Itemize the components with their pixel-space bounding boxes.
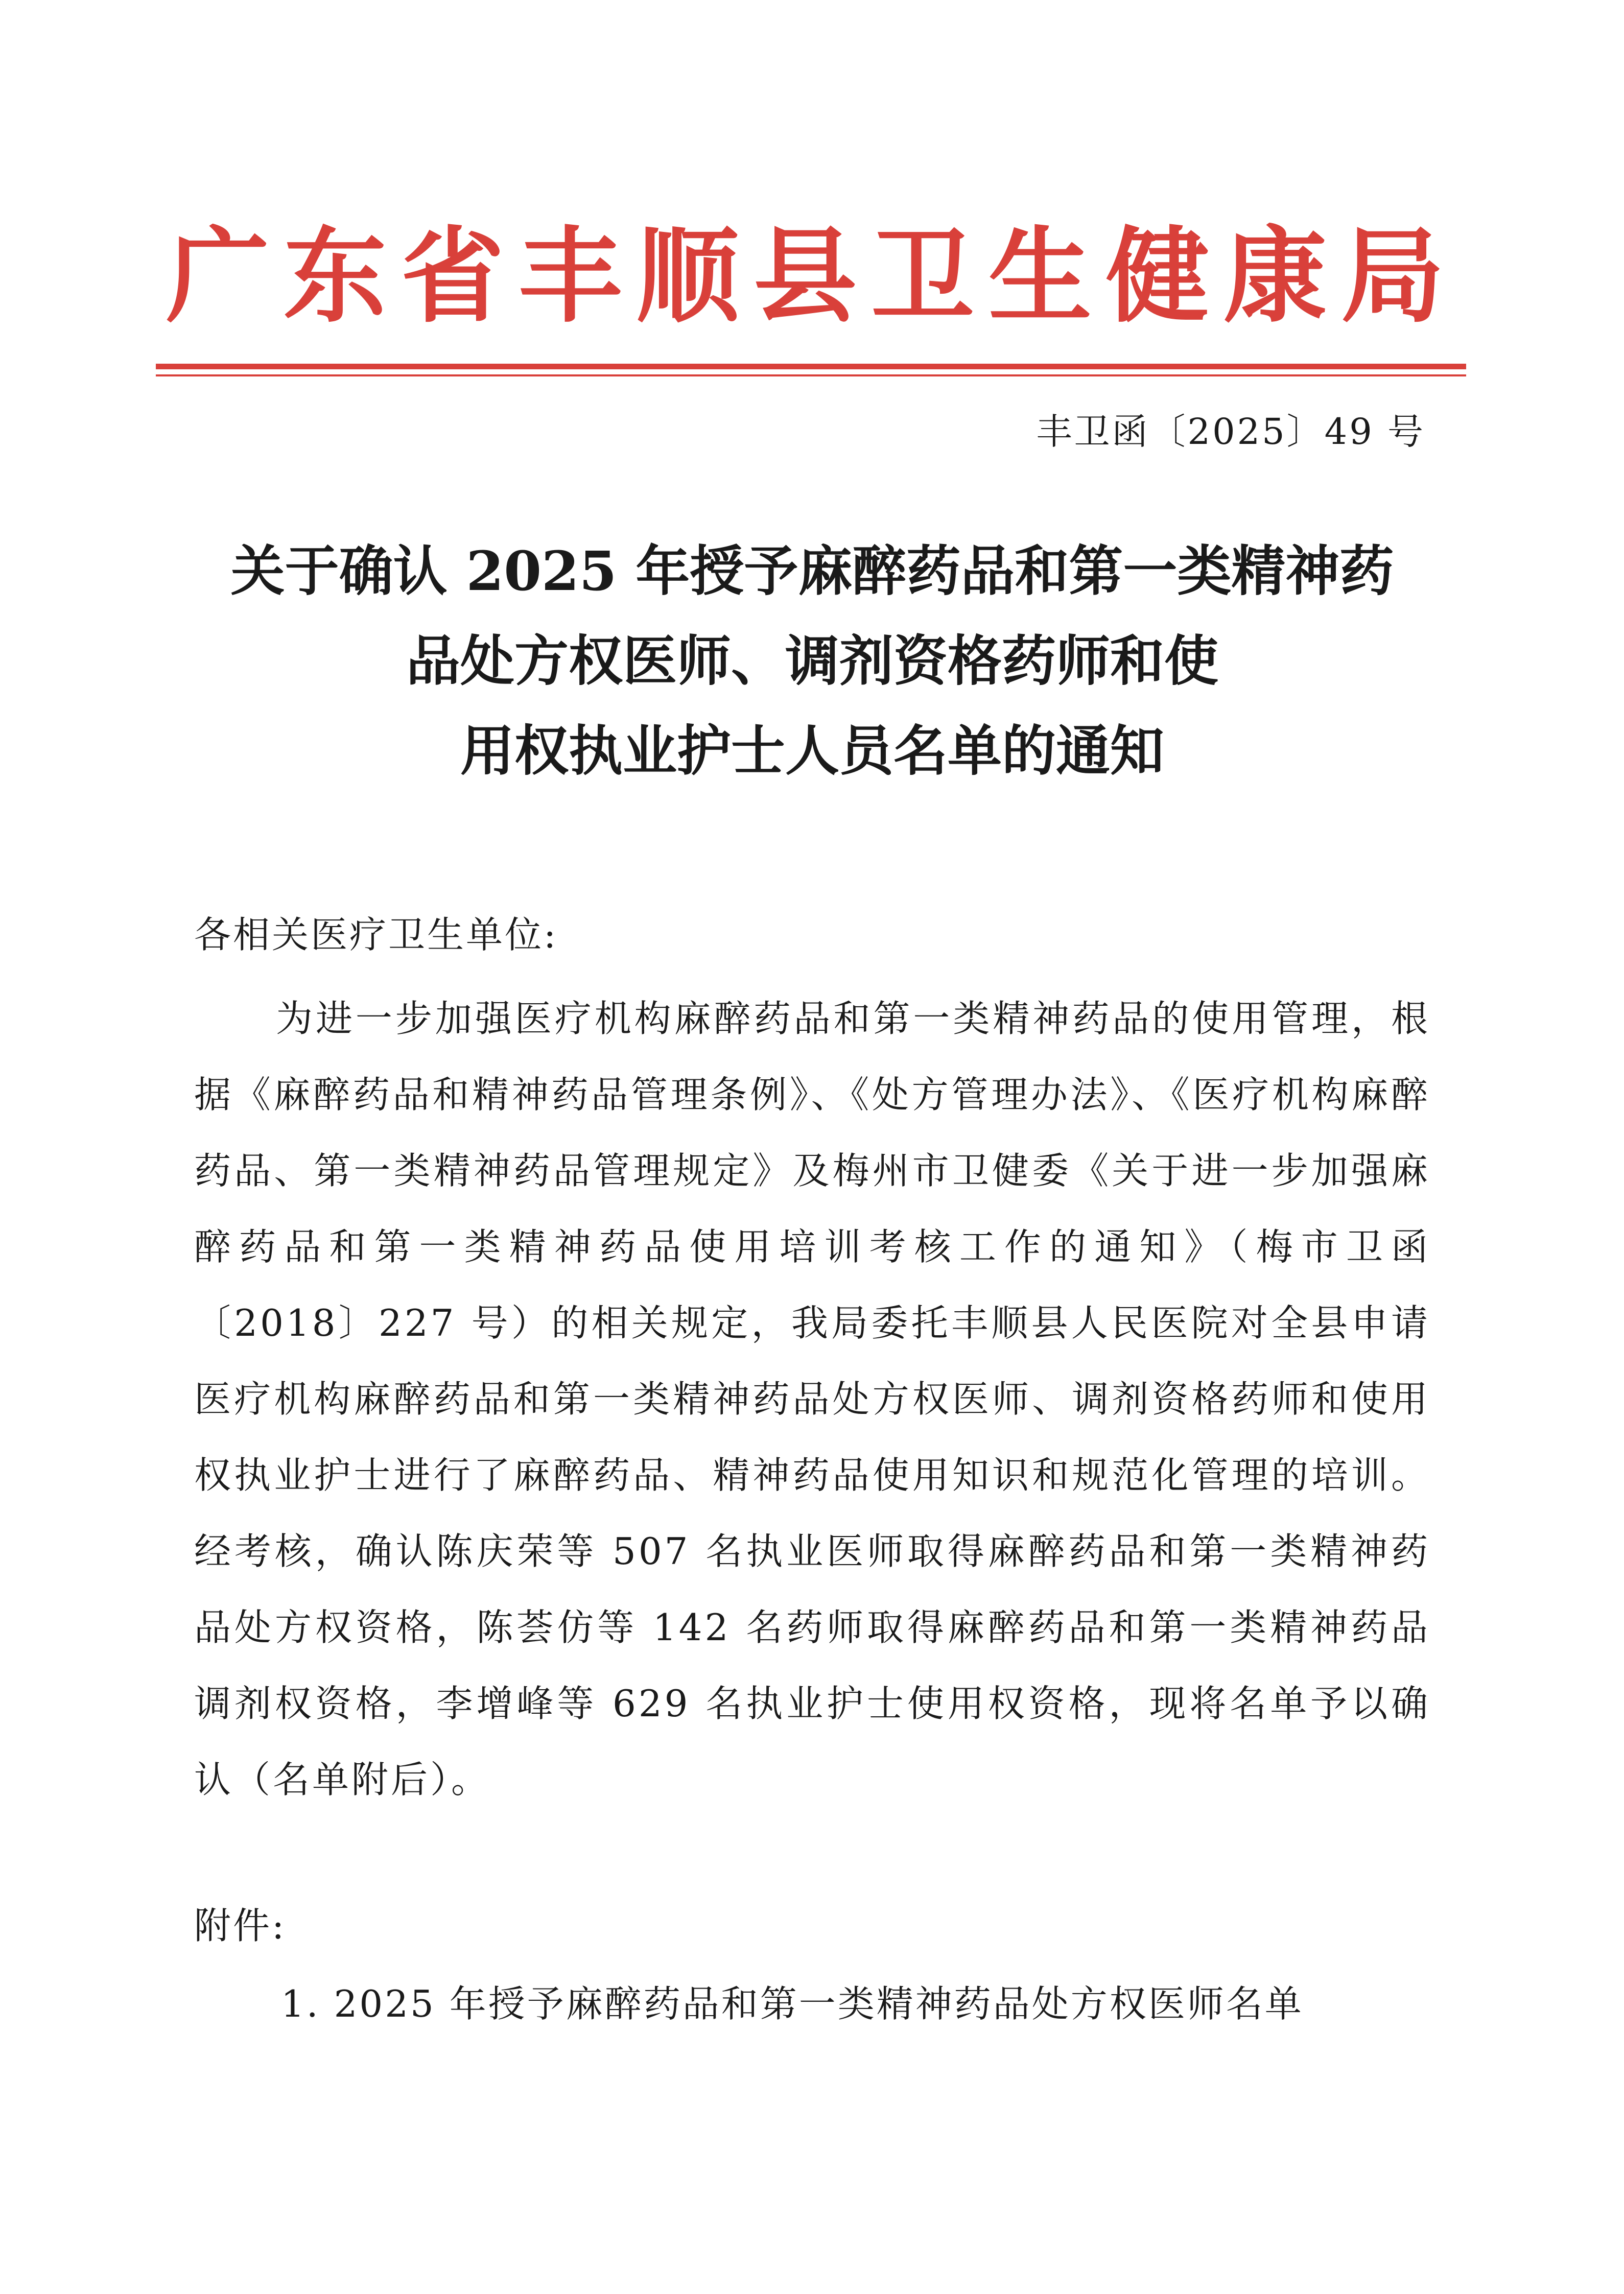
- title-line-2: 品处方权医师、调剂资格药师和使: [406, 629, 1218, 693]
- salutation: 各相关医疗卫生单位:: [194, 913, 558, 956]
- letterhead-thick-rule: [156, 364, 1466, 369]
- body-paragraph: 为进一步加强医疗机构麻醉药品和第一类精神药品的使用管理，根据《麻醉药品和精神药品管理条例》、《处方管理办法》、《医疗机构麻醉药品、第一类精神药品管理规定》及梅州市卫健委《关于进一步加强麻醉药品和第一类精神药品使用培训考核工作的通知》（梅市卫函〔2018〕227 号）的相关规定，我局委托丰顺县人民医院对全县申请医疗机构麻醉药品和第一类精神药品处方权医师、调剂资格药师和使用权执业护士进行了麻醉药品、精神药品使用知识和规范化管理的培训。经考核，确认陈庆荣等 507 名执业医师取得麻醉药品和第一类精神药品处方权资格，陈荟仿等 142 名药师取得麻醉药品和第一类精神药品调剂权资格，李增峰等 629 名执业护士使用权资格，现将名单予以确认（名单附后）。: [194, 997, 1430, 1801]
- document-number: 丰卫函〔2025〕49 号: [1036, 411, 1425, 453]
- letterhead-thin-rule: [156, 374, 1466, 376]
- title-line-1: 关于确认 2025 年授予麻醉药品和第一类精神药: [230, 539, 1394, 603]
- attachment-item-1: 1. 2025 年授予麻醉药品和第一类精神药品处方权医师名单: [281, 1982, 1304, 2025]
- title-line-3: 用权执业护士人员名单的通知: [460, 719, 1164, 783]
- letterhead-org-name: 广东省丰顺县卫生健康局: [166, 215, 1458, 337]
- document-title: [153, 526, 1471, 796]
- attachments-label: 附件:: [194, 1904, 287, 1947]
